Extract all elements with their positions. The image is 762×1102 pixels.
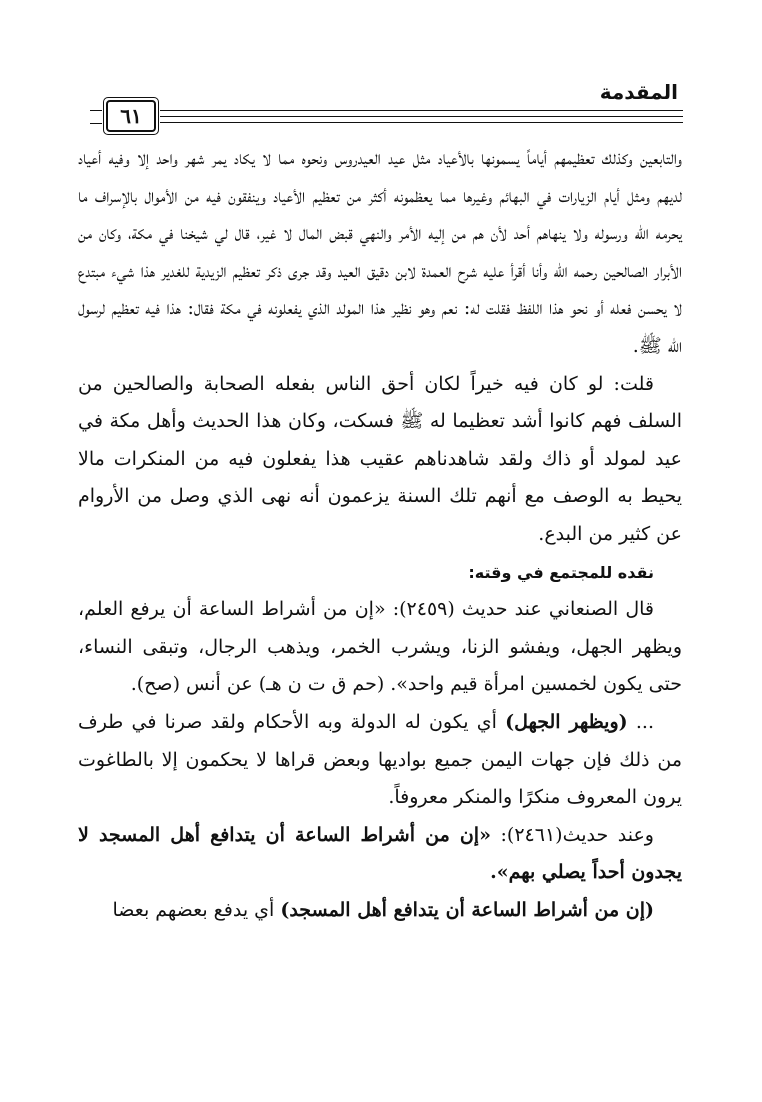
paragraph: والتابعين وكذلك تعظيمهم أياماً يسمونها بالأعياد مثل عيد العيدروس ونحوه مما لا يكاد يمر شهر واحد إلا وفيه أعياد لديهم ومثل أيام الزيارات في البهائم وغيرها مما يعظمونه أكثر من تعظيم الأعياد وينفقون فيه من الأموال بالإسراف ما يحرمه الله ورسوله ولا ينهاهم أحد لأن هم من إليه الأمر والنهي قبض المال لا غير، قال لي شيخنا في مكة، وكان من الأبرار الصالحين رحمه الله وأنا أقرأ عليه شرح العمدة لابن دقيق العيد وقد جرى ذكر تعظيم الزيدية للغدير هذا شيء مبتدع لا يحسن فعله أو نحو هذا اللفظ فقلت له: نعم وهو نظير هذا المولد الذي يفعلونه في مكة فقال: هذا فيه تعظيم لرسول الله ﷺ. <box>78 147 682 357</box>
running-header-title: المقدمة <box>599 80 678 104</box>
header-rule <box>160 122 683 123</box>
quoted-phrase: (ويظهر الجهل) <box>505 710 628 733</box>
paragraph <box>78 704 682 817</box>
hadith-text: «إن من أشراط الساعة أن يتدافع أهل المسجد لا يجدون أحداً يصلي بهم». <box>78 823 682 884</box>
main-text <box>78 140 682 929</box>
section-heading <box>78 554 682 592</box>
header-rule <box>160 110 683 111</box>
commentary: أي يدفع بعضهم بعضا <box>112 898 281 921</box>
ellipsis: ... <box>627 710 654 733</box>
paragraph <box>78 817 682 892</box>
quoted-phrase: (إن من أشراط الساعة أن يتدافع أهل المسجد) <box>280 898 654 921</box>
hadith-reference: وعند حديث(٢٤٦١): <box>490 823 654 846</box>
header-ornament <box>90 110 102 124</box>
header-rule <box>160 116 683 117</box>
section-heading-text: نقده للمجتمع في وقته: <box>468 562 654 582</box>
paragraph <box>78 892 682 930</box>
paragraph: قلت: لو كان فيه خيراً لكان أحق الناس بفعله الصحابة والصالحين من السلف فهم كانوا أشد تعظيما له ﷺ فسكت، وكان هذا الحديث وأهل مكة في عيد لمولد أو ذاك ولقد شاهدناهم عقيب هذا يفعلون فيه من المنكرات مالا يحيط به الوصف مع أنهم تلك السنة يزعمون أنه نهى الذي وصل من الأروام عن كثير من البدع. <box>78 372 682 545</box>
paragraph: قال الصنعاني عند حديث (٢٤٥٩): «إن من أشراط الساعة أن يرفع العلم، ويظهر الجهل، ويفشو الزنا، ويشرب الخمر، ويذهب الرجال، وتبقى النساء، حتى يكون لخمسين امرأة قيم واحد». (حم ق ت ن هـ) عن أنس (صح). <box>78 598 682 696</box>
commentary: أي يكون له الدولة وبه الأحكام ولقد صرنا في طرف من ذلك فإن جهات اليمن جميع بواديها وبعض قراها لا يحكمون إلا بالطاغوت يرون المعروف منكرًا والمنكر معروفاً. <box>78 710 682 809</box>
page-number: ٦١ <box>106 100 156 132</box>
